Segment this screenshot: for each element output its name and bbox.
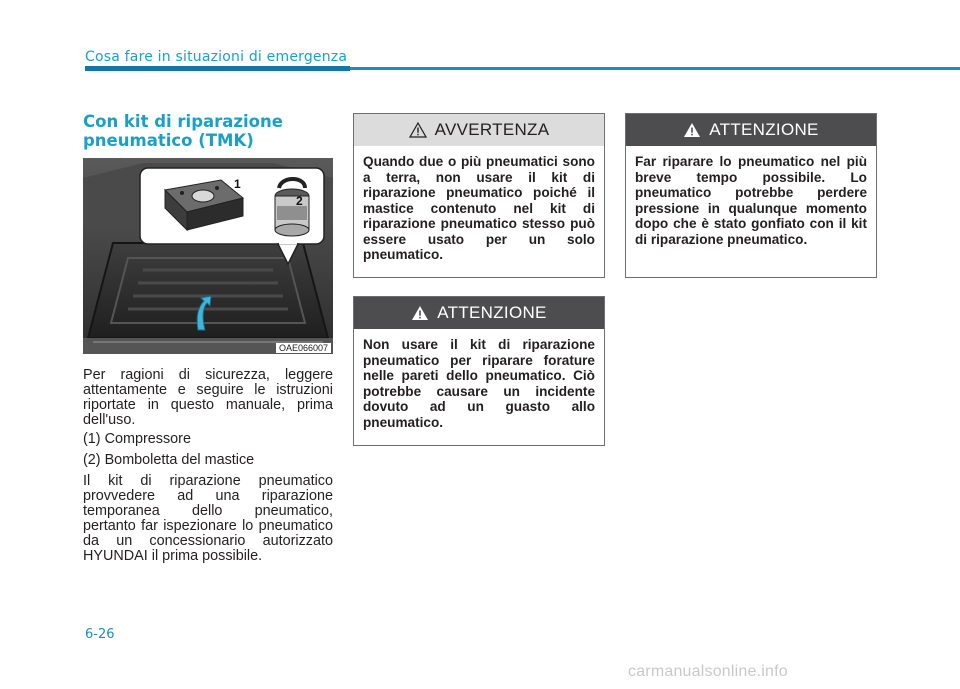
caution-box-middle [353, 296, 605, 446]
tire-kit-illustration [83, 158, 333, 354]
page-number: 6-26 [85, 627, 115, 642]
section-heading: Con kit di riparazione pneumatico (TMK) [83, 112, 283, 150]
callout-2: 2 [296, 194, 303, 208]
watermark: carmanualsonline.info [628, 663, 788, 680]
caution-box-right-title: ATTENZIONE [709, 120, 819, 139]
callout-1: 1 [234, 177, 241, 191]
caution-triangle-icon [411, 305, 429, 321]
caution-box-middle-text: Non usare il kit di riparazione pneumatico per riparare forature nelle pareti dello pneumatico. Ciò potrebbe causare un incidente dovuto ad un guasto allo pneumatico. [363, 337, 595, 430]
section-title: Cosa fare in situazioni di emergenza [85, 49, 348, 65]
list-item-compressor: (1) Compressore [83, 431, 191, 447]
caution-box-middle-header [354, 297, 604, 329]
trunk-illustration [83, 158, 333, 354]
warning-box-title: AVVERTENZA [434, 120, 550, 139]
header-rule-accent [85, 66, 350, 71]
caution-box-right [625, 113, 877, 278]
caution-box-right-header [626, 114, 876, 146]
caution-triangle-icon [683, 122, 701, 138]
warning-triangle-icon [409, 122, 427, 138]
figure-code: OAE066007 [276, 343, 331, 353]
caution-box-middle-title: ATTENZIONE [437, 303, 547, 322]
intro-paragraph: Per ragioni di sicurezza, leggere attentamente e seguire le istruzioni riportate in questo manuale, prima dell'uso. [83, 367, 333, 428]
warning-box-text: Quando due o più pneumatici sono a terra, non usare il kit di riparazione pneumatico poiché il mastice contenuto nel kit di riparazione pneumatico stesso può essere usato per un solo pneumatico. [363, 154, 595, 262]
caution-box-right-text: Far riparare lo pneumatico nel più breve tempo possibile. Lo pneumatico potrebbe perdere pressione in qualunque momento dopo che è stato gonfiato con il kit di riparazione pneumatico. [635, 154, 867, 247]
info-paragraph: Il kit di riparazione pneumatico provvedere ad una riparazione temporanea dello pneumatico, pertanto far ispezionare lo pneumatico da un concessionario autorizzato HYUNDAI il prima possibile. [83, 473, 333, 564]
list-item-sealant-bottle: (2) Bomboletta del mastice [83, 452, 255, 468]
warning-box-header [354, 114, 604, 146]
warning-box [353, 113, 605, 278]
